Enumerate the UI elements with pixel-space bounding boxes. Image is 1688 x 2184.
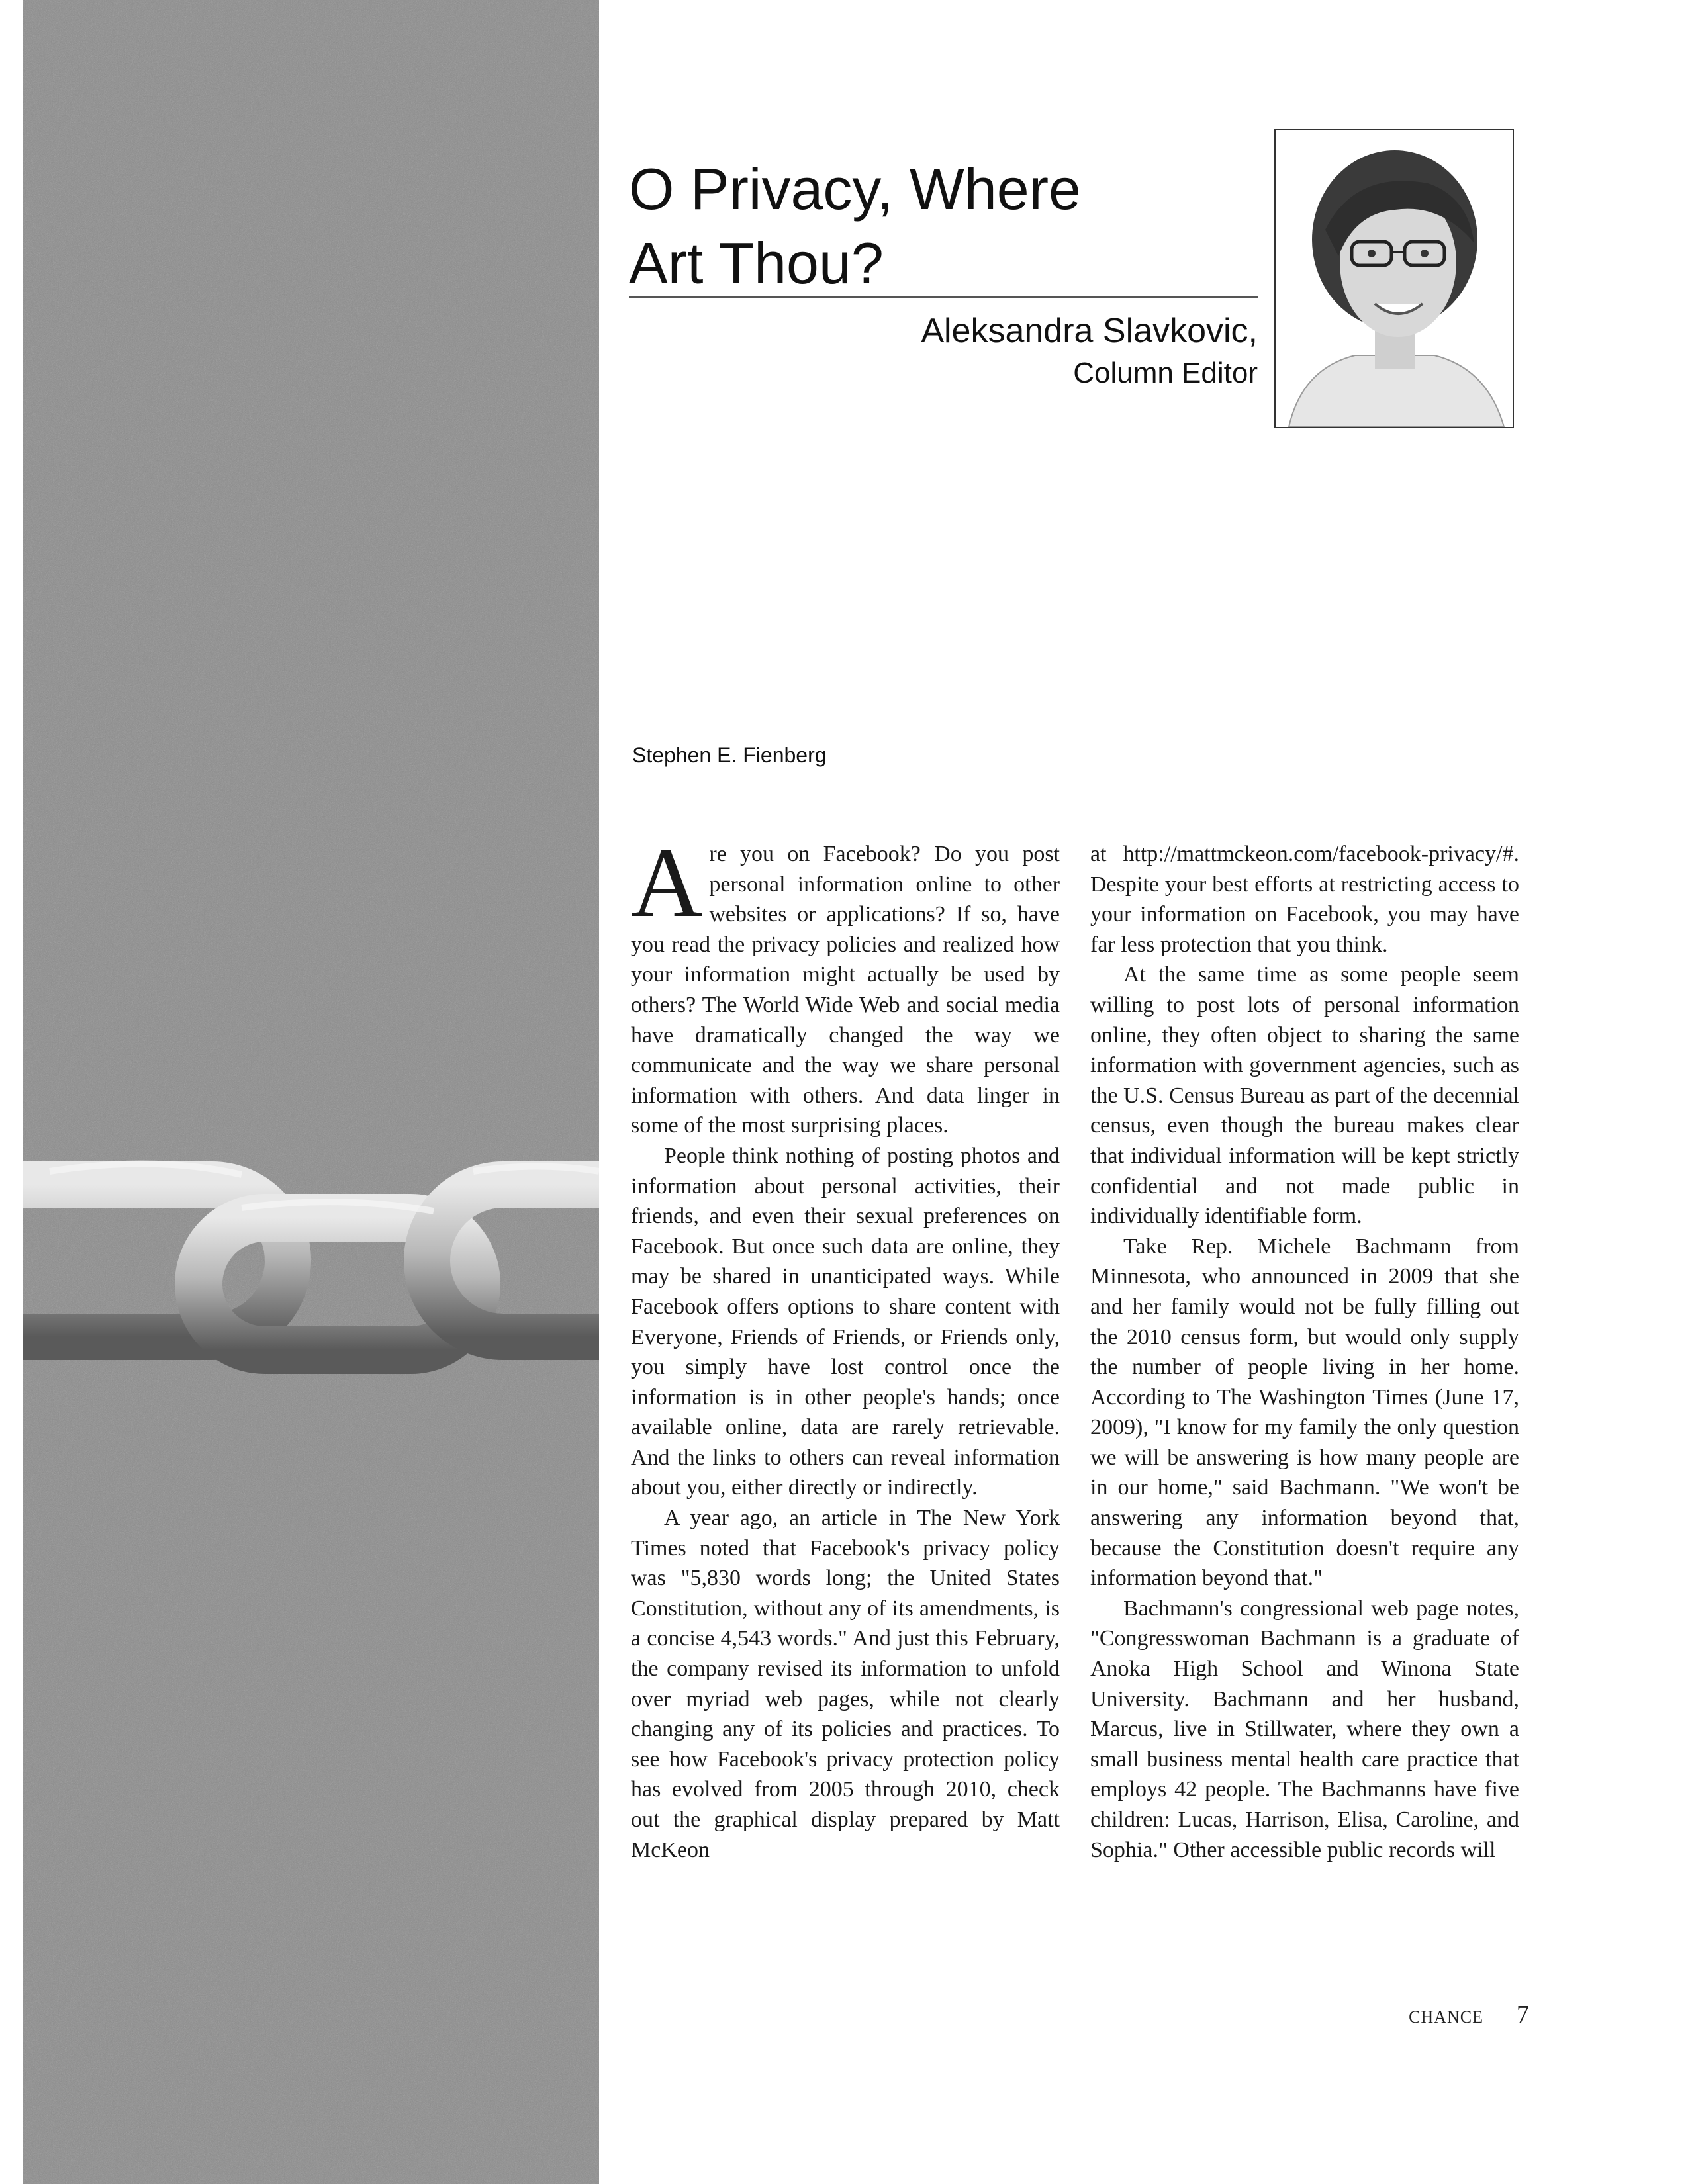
paragraph: At the same time as some people seem willing to post lots of personal information online, they often object to sharing the same information with government agencies, such as the U.S. Census Bureau as part of the decennial census, even though the bureau makes clear that individual information will be kept strictly confidential and not made public in individually identifiable form. [1090, 962, 1519, 1229]
title-line-2: Art Thou? [629, 230, 884, 296]
article-title [629, 152, 1264, 300]
page-footer [1409, 2000, 1529, 2029]
chain-illustration-sidebar [23, 0, 599, 2184]
chain-link-illustration [23, 0, 599, 2184]
paragraph-text: re you on Facebook? Do you post personal information online to other websites or applications? If so, have you read the privacy policies and realized how your information might actually be used by others? The World Wide Web and social media have dramatically changed the way we communicate and the way we share personal information with others. And data linger in some of the most surprising places. [631, 842, 1060, 1138]
portrait-photo [1276, 130, 1513, 427]
magazine-name: CHANCE [1409, 2007, 1483, 2026]
page-number: 7 [1517, 2001, 1529, 2028]
body-column-2 [1090, 839, 1519, 1865]
drop-cap: A [631, 828, 703, 938]
paragraph: Take Rep. Michele Bachmann from Minnesota, who announced in 2009 that she and her family would not be fully filling out the 2010 census form, but would only supply the number of people living in her home. According to The Washington Times (June 17, 2009), "I know for my family the only question we will be answering is how many people are in our home," said Bachmann. "We won't be answering any information beyond that, because the Constitution doesn't require any information beyond that." [1090, 1234, 1519, 1591]
title-line-1: O Privacy, Where [629, 156, 1081, 222]
paragraph: A year ago, an article in The New York Times noted that Facebook's privacy policy was "5,830 words long; the United States Constitution, without any of its amendments, is a concise 4,543 words." And just this February, the company revised its information to unfold over myriad web pages, while not clearly changing any of its policies and practices. To see how Facebook's privacy protection policy has evolved from 2005 through 2010, check out the graphical display prepared by Matt McKeon [631, 1506, 1060, 1862]
body-column-1 [631, 828, 1060, 1865]
column-editor-credit [921, 308, 1258, 393]
column-editor-portrait [1274, 129, 1514, 428]
paragraph: People think nothing of posting photos and information about personal activities, their friends, and even their sexual preferences on Facebook. But once such data are online, they may be shared in unanticipated ways. While Facebook offers options to share content with Everyone, Friends of Friends, or Friends only, you simply have lost control once the information is in other people's hands; once available online, data are rarely retrievable. And the links to others can reveal information about you, either directly or indirectly. [631, 1143, 1060, 1500]
paragraph: Bachmann's congressional web page notes, "Congresswoman Bachmann is a graduate of Anoka High School and Winona State University. Bachmann and her husband, Marcus, live in Stillwater, where they own a small business mental health care practice that employs 42 people. The Bachmanns have five children: Lucas, Harrison, Elisa, Caroline, and Sophia." Other accessible public records will [1090, 1596, 1519, 1862]
author-byline: Stephen E. Fienberg [632, 743, 827, 767]
paragraph [631, 828, 1060, 1141]
paragraph: at http://mattmckeon.com/facebook-privacy/#. Despite your best efforts at restricting access to your information on Facebook, you may have far less protection that you think. [1090, 842, 1519, 957]
editor-role: Column Editor [1073, 357, 1258, 389]
title-divider [629, 296, 1258, 298]
editor-name: Aleksandra Slavkovic, [921, 312, 1258, 350]
